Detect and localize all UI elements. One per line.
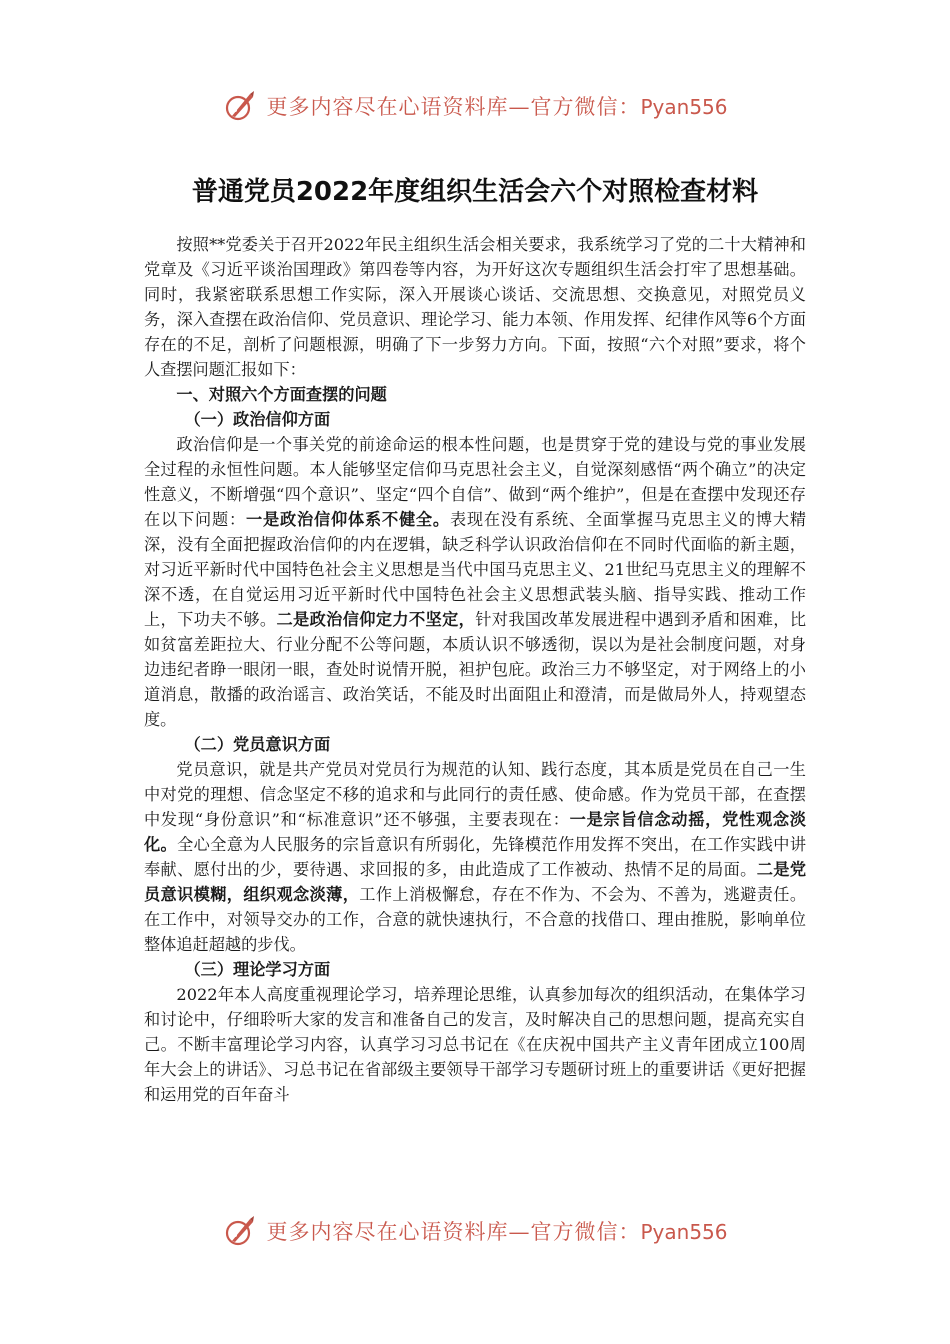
quill-pen-icon xyxy=(222,1213,258,1249)
quill-pen-icon xyxy=(222,88,258,124)
header-banner xyxy=(0,84,950,128)
wechat-handle: Pyan556 xyxy=(640,95,728,119)
subsection-heading-political-belief: （一）政治信仰方面 xyxy=(184,410,331,429)
paragraph-theory-study: 2022年本人高度重视理论学习，培养理论思维，认真参加每次的组织活动，在集体学习和讨论中，仔细聆听大家的发言和准备自己的发言，及时解决自己的思想问题，提高充实自己。不断丰富理论学习内容，认真学习习总书记在《在庆祝中国共产主义青年团成立100周年大会上的讲话》、习总书记在省部级主要领导干部学习专题研讨班上的重要讲话《更好把握和运用党的百年奋斗 xyxy=(144,985,806,1104)
section-heading-1: 一、对照六个方面查摆的问题 xyxy=(176,385,387,404)
emphasis-text: 一是宗旨信念动摇，党性观念淡化。 xyxy=(144,810,806,854)
emphasis-text: 一是政治信仰体系不健全。 xyxy=(245,510,450,529)
paragraph-political-belief: 政治信仰是一个事关党的前途命运的根本性问题，也是贯穿于党的建设与党的事业发展全过程的永恒性问题。本人能够坚定信仰马克思社会主义，自觉深刻感悟“两个确立”的决定性意义，不断增强“四个意识”、坚定“四个自信”、做到“两个维护”，但是在查摆中发现还存在以下问题：一是政治信仰体系不健全。表现在没有系统、全面掌握马克思主义的博大精深，没有全面把握政治信仰的内在逻辑，缺乏科学认识政治信仰在不同时代面临的新主题，对习近平新时代中国特色社会主义思想是当代中国马克思主义、21世纪马克思主义的理解不深不透，在自觉运用习近平新时代中国特色社会主义思想武装头脑、指导实践、推动工作上，下功夫不够。二是政治信仰定力不坚定，针对我国改革发展进程中遇到矛盾和困难，比如贫富差距拉大、行业分配不公等问题，本质认识不够透彻，误以为是社会制度问题，对身边违纪者睁一眼闭一眼，查处时说情开脱，袒护包庇。政治三力不够坚定，对于网络上的小道消息，散播的政治谣言、政治笑话，不能及时出面阻止和澄清，而是做局外人，持观望态度。 xyxy=(144,435,807,729)
footer-banner xyxy=(0,1209,950,1253)
intro-paragraph: 按照**党委关于召开2022年民主组织生活会相关要求，我系统学习了党的二十大精神和党章及《习近平谈治国理政》第四卷等内容，为开好这次专题组织生活会打牢了思想基础。同时，我紧密联系思想工作实际，深入开展谈心谈话、交流思想、交换意见，对照党员义务，深入查摆在政治信仰、党员意识、理论学习、能力本领、作用发挥、纪律作风等6个方面存在的不足，剖析了问题根源，明确了下一步努力方向。下面，按照“六个对照”要求，将个人查摆问题汇报如下： xyxy=(144,235,806,379)
document-title: 普通党员2022年度组织生活会六个对照检查材料 xyxy=(191,177,759,207)
banner-text: 更多内容尽在心语资料库—官方微信：Pyan556 xyxy=(266,1220,728,1244)
paragraph-party-awareness: 党员意识，就是共产党员对党员行为规范的认知、践行态度，其本质是党员在自己一生中对党的理想、信念坚定不移的追求和与此同行的责任感、使命感。作为党员干部，在查摆中发现“身份意识”和“标准意识”还不够强，主要表现在：一是宗旨信念动摇，党性观念淡化。全心全意为人民服务的宗旨意识有所弱化，先锋模范作用发挥不突出，在工作实践中讲奉献、愿付出的少，要待遇、求回报的多，由此造成了工作被动、热情不足的局面。二是党员意识模糊，组织观念淡薄，工作上消极懈怠，存在不作为、不会为、不善为，逃避责任。在工作中，对领导交办的工作，合意的就快速执行，不合意的找借口、理由推脱，影响单位整体追赶超越的步伐。 xyxy=(144,760,807,954)
wechat-handle: Pyan556 xyxy=(640,1220,728,1244)
emphasis-text: 二是政治信仰定力不坚定， xyxy=(276,610,476,629)
subsection-heading-theory-study: （三）理论学习方面 xyxy=(184,960,331,979)
document-body xyxy=(144,232,806,1107)
banner-text: 更多内容尽在心语资料库—官方微信：Pyan556 xyxy=(266,95,728,119)
emphasis-text: 二是党员意识模糊，组织观念淡薄， xyxy=(144,860,807,904)
subsection-heading-party-awareness: （二）党员意识方面 xyxy=(184,735,331,754)
